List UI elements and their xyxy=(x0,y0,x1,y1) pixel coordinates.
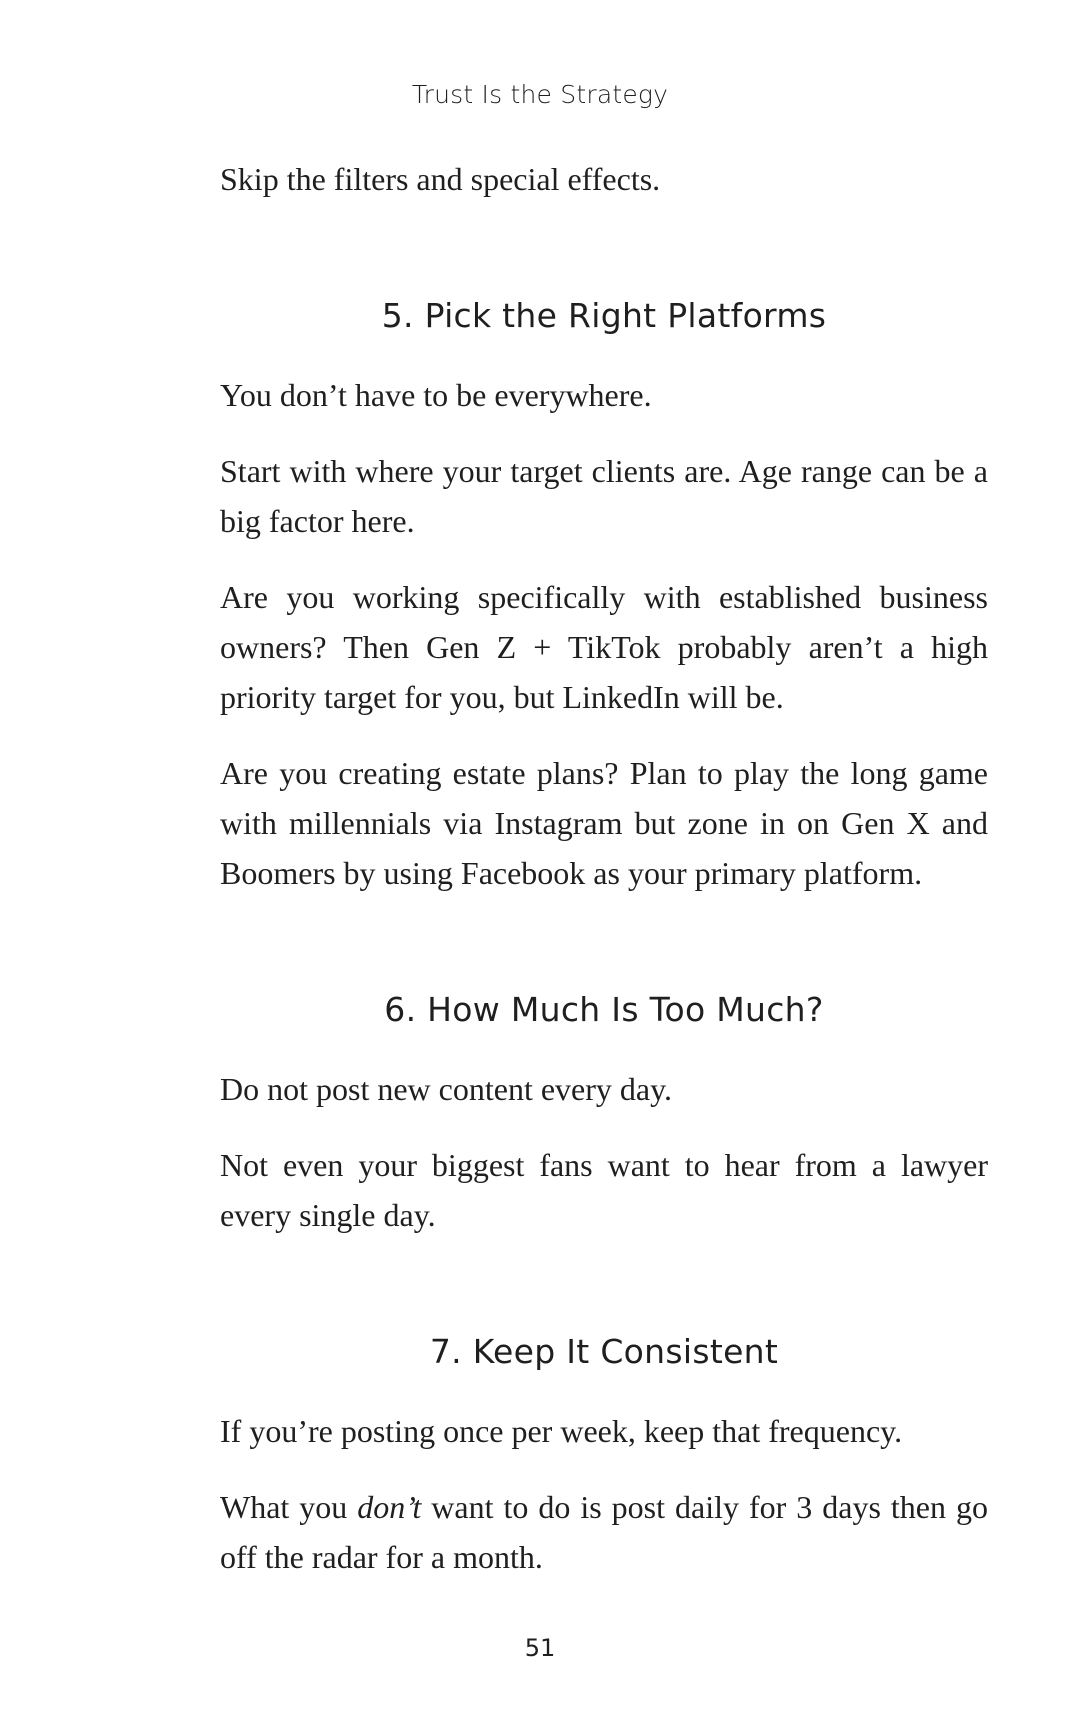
page-number: 51 xyxy=(524,1634,556,1662)
section-7-paragraph-2-end: want to do is post daily for 3 days then go off the radar for a month. xyxy=(220,1489,989,1575)
section-6-heading: 6. How Much Is Too Much? xyxy=(384,990,824,1029)
section-5-paragraph-1: You don’t have to be everywhere. xyxy=(220,377,652,413)
page-content xyxy=(220,154,988,1608)
section-5-paragraph-2: Start with where your target clients are. Age range can be a big factor here. xyxy=(220,453,988,539)
section-5-paragraph-3: Are you working specifically with established business owners? Then Gen Z + TikTok probably aren’t a high priority target for you, but LinkedIn will be. xyxy=(220,579,988,715)
section-7-heading: 7. Keep It Consistent xyxy=(429,1332,779,1371)
section-7-paragraph-1: If you’re posting once per week, keep that frequency. xyxy=(220,1413,903,1449)
intro-paragraph: Skip the filters and special effects. xyxy=(220,161,661,197)
section-5-heading: 5. Pick the Right Platforms xyxy=(381,296,827,335)
section-7-paragraph-2 xyxy=(220,1482,988,1582)
section-6-paragraph-1: Do not post new content every day. xyxy=(220,1071,673,1107)
section-5-paragraph-4: Are you creating estate plans? Plan to play the long game with millennials via Instagram but zone in on Gen X and Boomers by using Facebook as your primary platform. xyxy=(220,755,988,891)
section-6-paragraph-2: Not even your biggest fans want to hear from a lawyer every single day. xyxy=(220,1147,988,1233)
section-7-emphasis: don’t xyxy=(357,1489,422,1525)
running-header: Trust Is the Strategy xyxy=(411,80,669,109)
section-7-paragraph-2-start: What you xyxy=(220,1489,358,1525)
